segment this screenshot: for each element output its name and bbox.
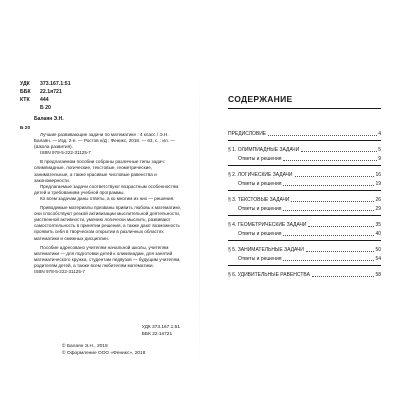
dot-leader (291, 201, 374, 202)
toc-entry (228, 253, 381, 262)
toc-entry-page: 58 (375, 272, 381, 278)
catalog-row: ББК 22.1я721 (20, 89, 62, 95)
toc-entry-page: 35 (375, 222, 381, 228)
abstract-paragraph: Приводимые материалы призваны привить любовь к математике, они способствуют резкой активизации мыслительной деятельности, умственной активности, умению логически мыслить, развивают самостоятельность в принятии решения, а также дают возможность проявить себя в творческом открытии в различных областях математики и смежных дисциплин. (34, 205, 182, 241)
toc-entry (228, 203, 381, 212)
bottom-catalog-line: ББК 22.1я721 (141, 331, 173, 337)
toc-entry-page: 50 (375, 247, 381, 253)
toc-entry-label: Ответы и решения (238, 206, 282, 212)
abstract-paragraph: Ко всем задачам даны ответы, а ко многим из них — решения. (40, 195, 175, 201)
toc-entry-label: Ответы и решения (238, 256, 282, 262)
table-of-contents (228, 128, 381, 278)
toc-entry-label: § 2. ЛОГИЧЕСКИЕ ЗАДАЧИ (228, 172, 293, 178)
abstract-paragraph: Пособие адресовано учителям начальной школы, учителям математики — для подготовки детей к олимпиадам, для занятий математического кружка, студентам педвузов — будущим учителям, родителям детей, а также всем любителям математики. (34, 244, 181, 268)
toc-entry (228, 219, 381, 228)
copyright-line: © Оформление ООО «Феникс», 2018 (62, 350, 146, 356)
abstract (34, 126, 184, 275)
bib-entry: Лучшие развивающие задачи по математике : 4 класс / Э.Н. Балаян. — Изд. 2-е. — Ростов н/Д : Феникс, 2018. — 63, с. : ил. — (Школа развития). (34, 132, 175, 150)
dot-leader (283, 235, 374, 236)
dot-leader (295, 176, 375, 177)
toc-entry-page: 54 (375, 256, 381, 262)
index-letter: Б 20 (20, 126, 31, 131)
toc-entry (228, 228, 381, 237)
section-divider (228, 140, 381, 141)
dot-leader (308, 226, 374, 227)
toc-entry (228, 144, 381, 153)
toc-entry-label: Ответы и решения (238, 181, 282, 187)
catalog-block (20, 80, 71, 112)
dot-leader (312, 276, 375, 277)
dot-leader (306, 251, 375, 252)
dot-leader (268, 135, 377, 136)
section-divider (228, 265, 381, 266)
isbn-repeat: ISBN 978-5-222-31125-7 (34, 268, 85, 274)
toc-entry-label: § 5. ЗАНИМАТЕЛЬНЫЕ ЗАДАЧИ (228, 247, 304, 253)
toc-entry-page: 5 (378, 147, 381, 153)
toc-entry (228, 269, 381, 278)
toc-entry-label: § 4. ГЕОМЕТРИЧЕСКИЕ ЗАДАЧИ (228, 222, 307, 228)
toc-entry (228, 128, 381, 137)
copyright (62, 344, 145, 357)
section-divider (228, 240, 381, 241)
contents-page (200, 0, 400, 400)
dot-leader (283, 210, 374, 211)
catalog-row: КТК 444 (20, 97, 49, 103)
toc-entry (228, 244, 381, 253)
toc-entry-page: 40 (375, 231, 381, 237)
section-divider (228, 215, 381, 216)
section-divider (228, 190, 381, 191)
toc-entry-page: 4 (378, 131, 381, 137)
toc-entry-label: § 3. ТЕКСТОВЫЕ ЗАДАЧИ (228, 197, 290, 203)
catalog-row: УДК 373.167.1:51 (20, 81, 71, 87)
dot-leader (283, 185, 374, 186)
toc-entry-label: § 1. ОЛИМПИАДНЫЕ ЗАДАЧИ (228, 147, 300, 153)
author-name: Балаян Э.Н. (34, 116, 64, 122)
bottom-catalog (142, 325, 180, 338)
toc-entry-page: 19 (375, 181, 381, 187)
dot-leader (283, 160, 377, 161)
abstract-paragraph: Предлагаемые задачи соответствуют возрастным особенностям детей и требованиям учебной программы. (34, 183, 179, 195)
toc-entry (228, 169, 381, 178)
catalog-row: Б 20 (40, 105, 51, 111)
toc-entry (228, 194, 381, 203)
toc-entry-page: 16 (375, 172, 381, 178)
toc-entry-label: § 6. УДИВИТЕЛЬНЫЕ РАВЕНСТВА (228, 272, 310, 278)
isbn: ISBN 978-5-222-31125-7 (40, 150, 91, 156)
copyright-line: © Балаян Э.Н., 2018 (62, 344, 108, 349)
toc-entry-page: 9 (378, 156, 381, 162)
toc-entry-page: 26 (375, 197, 381, 203)
contents-title: СОДЕРЖАНИЕ (228, 94, 293, 104)
dot-leader (283, 260, 374, 261)
toc-entry (228, 153, 381, 162)
abstract-paragraph: В предлагаемом пособии собраны различные типы задач: олимпиадные, логические, текстовые, геометрические, занимательные, а также красивые числовые равенства и закономерности. (34, 159, 165, 183)
toc-entry-label: ПРЕДИСЛОВИЕ (228, 131, 267, 137)
dot-leader (301, 151, 377, 152)
toc-entry-label: Ответы и решения (238, 156, 282, 162)
toc-entry (228, 178, 381, 187)
toc-entry-label: Ответы и решения (238, 231, 282, 237)
title-rule (228, 108, 381, 109)
section-divider (228, 165, 381, 166)
bottom-catalog-line: УДК 373.167.1:51 (141, 325, 180, 330)
toc-entry-page: 29 (375, 206, 381, 212)
